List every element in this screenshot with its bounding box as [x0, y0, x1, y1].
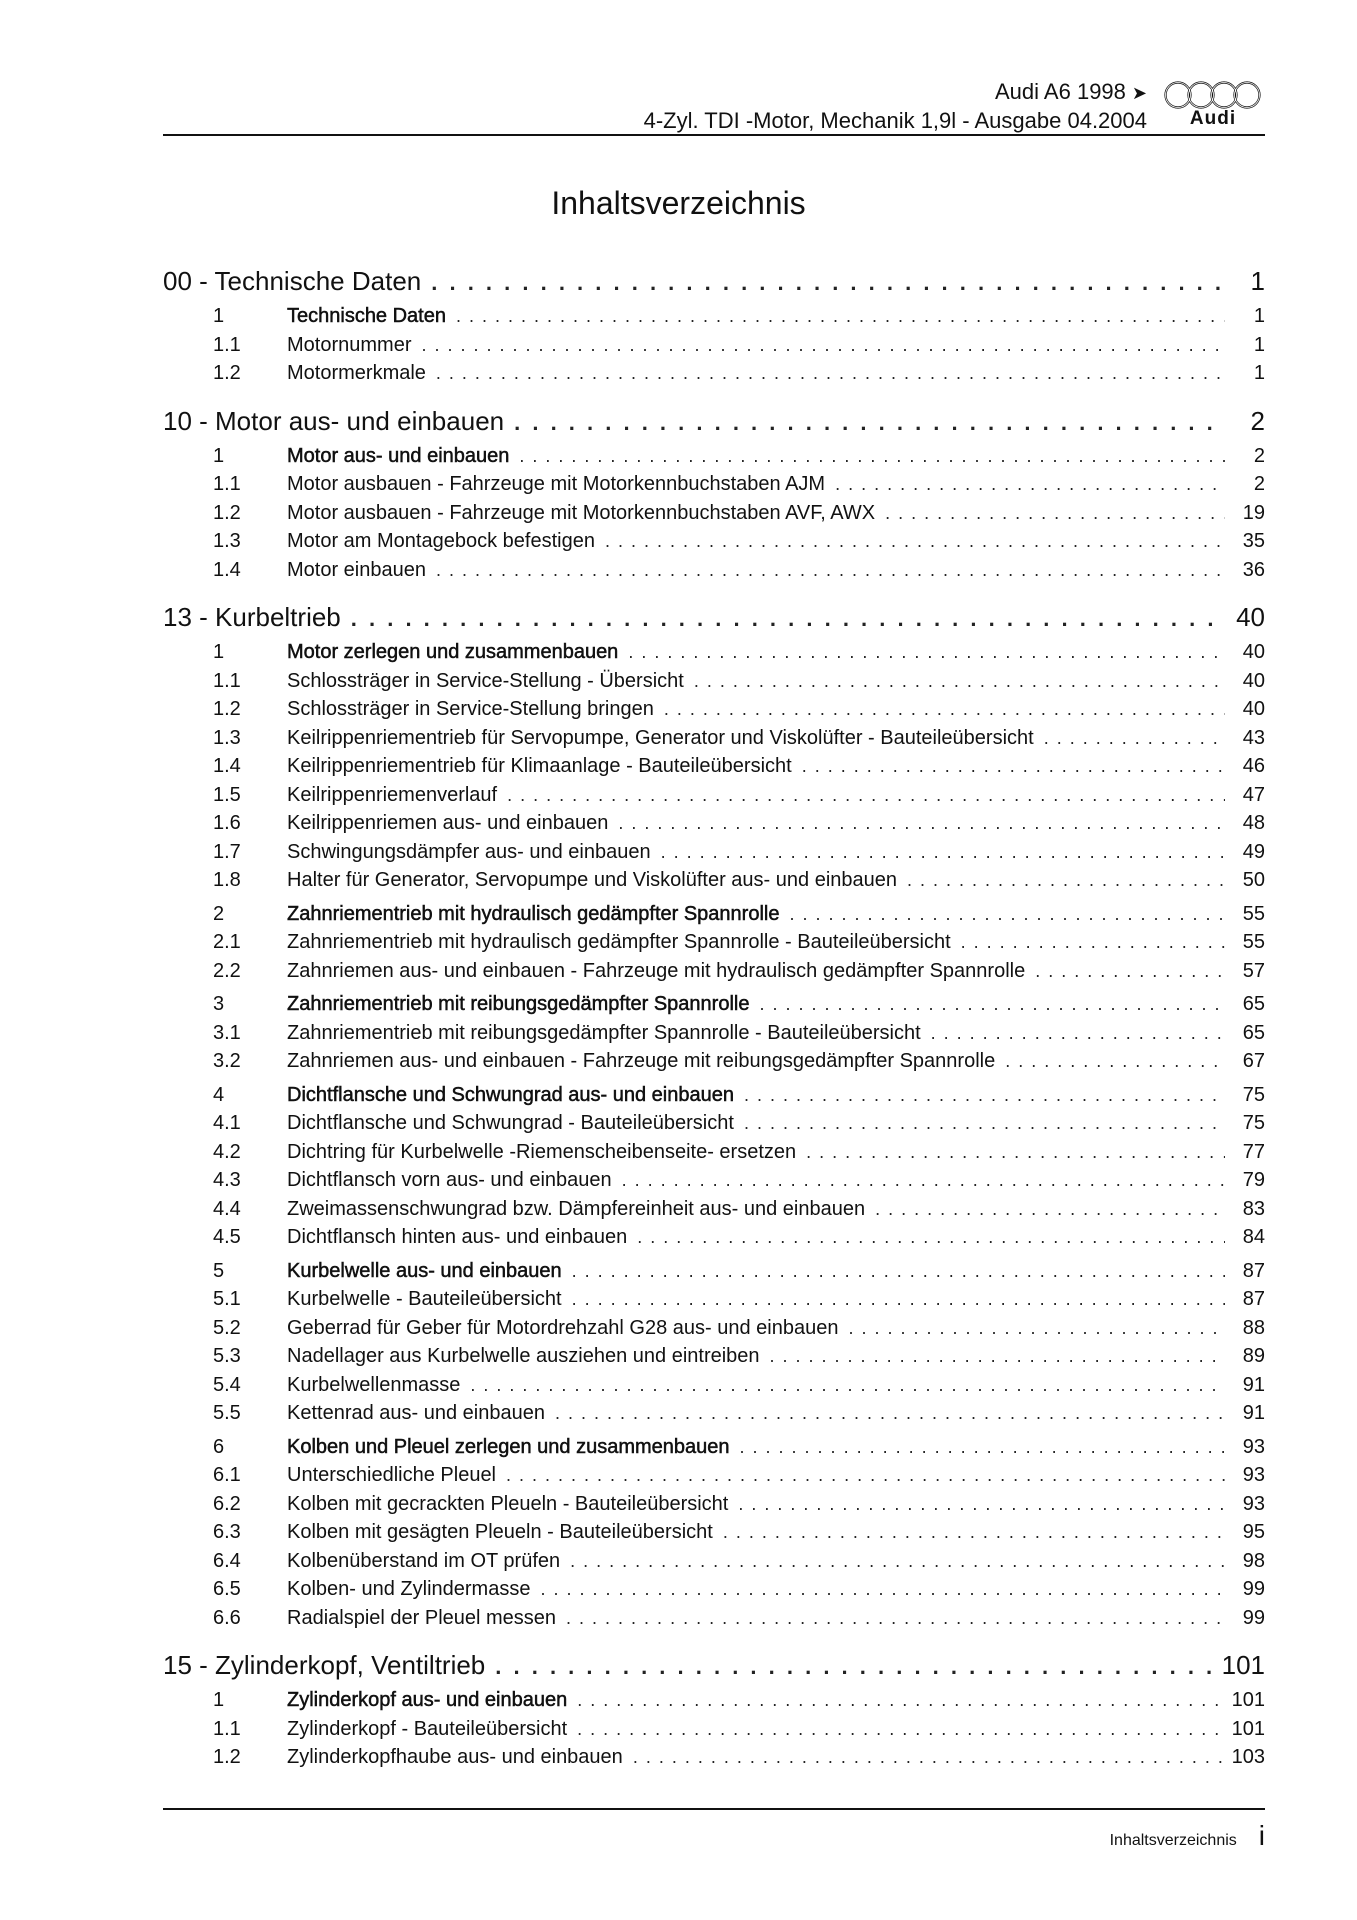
section-number: 1 [213, 1689, 225, 1711]
section-title: Dichtflansche und Schwungrad - Bauteileübersicht [287, 1112, 734, 1134]
toc-section-entry[interactable] [163, 1314, 1265, 1343]
section-number: 1.2 [213, 501, 241, 524]
section-number: 1.6 [213, 812, 241, 834]
section-title: Motornummer [287, 333, 412, 356]
section-title: Motor ausbauen - Fahrzeuge mit Motorkennbuchstaben AVF, AWX [287, 501, 876, 524]
toc-section-entry[interactable] [163, 1575, 1265, 1604]
section-number: 5.4 [213, 1373, 241, 1396]
toc-section-entry[interactable] [163, 667, 1265, 696]
section-number: 6.1 [213, 1464, 241, 1486]
table-of-contents [163, 262, 1265, 1786]
section-number: 1 [213, 305, 225, 327]
toc-section-entry[interactable] [163, 1490, 1265, 1519]
dot-leader [664, 695, 1225, 724]
section-title: Kettenrad aus- und einbauen [287, 1402, 545, 1424]
section-number: 1.8 [213, 869, 241, 891]
section-page-number: 98 [1242, 1549, 1265, 1572]
toc-section-entry[interactable] [163, 1433, 1265, 1462]
section-number: 4.4 [213, 1197, 241, 1220]
section-number: 5.3 [213, 1345, 241, 1367]
toc-section-entry[interactable] [163, 1461, 1265, 1490]
section-number: 1.5 [213, 783, 241, 806]
dot-leader [495, 1648, 1211, 1684]
section-page-number: 89 [1242, 1345, 1265, 1367]
dot-leader [875, 1195, 1225, 1224]
toc-chapter [163, 1646, 1265, 1772]
section-number: 2 [213, 902, 225, 925]
section-title: Schwingungsdämpfer aus- und einbauen [287, 840, 651, 863]
dot-leader [622, 1166, 1225, 1195]
section-title: Kolbenüberstand im OT prüfen [287, 1549, 561, 1572]
section-title: Motor am Montagebock befestigen [287, 530, 595, 552]
section-number: 5.2 [213, 1316, 241, 1339]
toc-section-entry[interactable] [163, 809, 1265, 838]
section-title: Kurbelwellenmasse [287, 1373, 461, 1396]
section-page-number: 79 [1242, 1169, 1265, 1191]
section-title: Zahnriementrieb mit hydraulisch gedämpfter Spannrolle - Bauteileübersicht [287, 931, 951, 953]
chapter-title: 00 - Technische Daten [163, 266, 422, 296]
dot-leader [555, 1399, 1225, 1428]
section-page-number: 65 [1242, 993, 1265, 1015]
section-page-number: 65 [1242, 1021, 1265, 1044]
section-page-number: 47 [1242, 783, 1265, 806]
audi-logo [1161, 80, 1265, 130]
footer-divider [163, 1808, 1265, 1810]
section-number: 5 [213, 1259, 225, 1282]
toc-section-entry[interactable] [163, 1109, 1265, 1138]
section-number: 2.1 [213, 931, 241, 953]
section-title: Motor ausbauen - Fahrzeuge mit Motorkennbuchstaben AJM [287, 473, 826, 495]
section-page-number: 40 [1242, 641, 1265, 663]
footer-label: Inhaltsverzeichnis [1109, 1832, 1237, 1849]
toc-section-entry[interactable] [163, 1195, 1265, 1224]
section-page-number: 50 [1242, 869, 1265, 891]
section-number: 1.3 [213, 530, 241, 552]
section-number: 3.2 [213, 1050, 241, 1072]
audi-brand-text: Audi [1189, 108, 1237, 129]
toc-section-entry[interactable] [163, 499, 1265, 528]
dot-leader [572, 1285, 1225, 1314]
toc-section-entry[interactable] [163, 866, 1265, 895]
section-title: Zylinderkopf - Bauteileübersicht [287, 1717, 568, 1740]
section-title: Kolben mit gesägten Pleueln - Bauteileübersicht [287, 1521, 713, 1543]
toc-section-entry[interactable] [163, 1257, 1265, 1286]
toc-chapter [163, 262, 1265, 388]
dot-leader [421, 331, 1225, 360]
section-title: Motormerkmale [287, 362, 426, 384]
section-page-number: 103 [1231, 1746, 1265, 1768]
section-number: 3.1 [213, 1021, 241, 1044]
section-title: Geberrad für Geber für Motordrehzahl G28 aus- und einbauen [287, 1316, 839, 1339]
page-footer [1110, 1820, 1265, 1852]
toc-section-entry[interactable] [163, 527, 1265, 556]
toc-section-entry[interactable] [163, 442, 1265, 471]
audi-rings-icon [1161, 80, 1265, 110]
dot-leader [661, 838, 1225, 867]
section-page-number: 93 [1242, 1464, 1265, 1486]
section-title: Keilrippenriemen aus- und einbauen [287, 812, 609, 834]
section-page-number: 99 [1242, 1578, 1265, 1600]
toc-section-entry[interactable] [163, 957, 1265, 986]
toc-section-entry[interactable] [163, 1715, 1265, 1744]
toc-section-entry[interactable] [163, 1223, 1265, 1252]
dot-leader [431, 264, 1225, 300]
section-number: 6.2 [213, 1492, 241, 1515]
chapter-title: 15 - Zylinderkopf, Ventiltrieb [163, 1650, 486, 1680]
section-page-number: 40 [1242, 669, 1265, 692]
toc-section-entry[interactable] [163, 990, 1265, 1019]
section-page-number: 1 [1253, 305, 1265, 327]
section-title: Unterschiedliche Pleuel [287, 1464, 497, 1486]
dot-leader [470, 1371, 1225, 1400]
section-number: 4.1 [213, 1112, 241, 1134]
section-title: Kolben und Pleuel zerlegen und zusammenbauen [287, 1435, 730, 1458]
section-page-number: 93 [1242, 1435, 1265, 1458]
dot-leader [744, 1081, 1225, 1110]
toc-section-entry[interactable] [163, 1138, 1265, 1167]
toc-section-entry[interactable] [163, 752, 1265, 781]
dot-leader [694, 667, 1225, 696]
dot-leader [577, 1686, 1221, 1715]
toc-chapter [163, 402, 1265, 585]
section-title: Dichtring für Kurbelwelle -Riemenscheibenseite- ersetzen [287, 1140, 797, 1163]
dot-leader [1005, 1047, 1225, 1076]
section-page-number: 2 [1253, 473, 1265, 495]
section-page-number: 84 [1242, 1226, 1265, 1248]
section-title: Schlossträger in Service-Stellung bringen [287, 698, 654, 720]
dot-leader [759, 990, 1225, 1019]
toc-chapter [163, 598, 1265, 1632]
dot-leader [744, 1109, 1225, 1138]
section-number: 6.6 [213, 1606, 241, 1629]
dot-leader [351, 600, 1225, 636]
header-model: Audi A6 1998 [995, 79, 1126, 104]
toc-section-entry[interactable] [163, 1371, 1265, 1400]
section-page-number: 36 [1242, 558, 1265, 581]
page-title: Inhaltsverzeichnis [551, 185, 806, 221]
toc-section-entry[interactable] [163, 359, 1265, 388]
section-title: Dichtflansch vorn aus- und einbauen [287, 1169, 612, 1191]
section-number: 1 [213, 444, 225, 467]
section-page-number: 88 [1242, 1316, 1265, 1339]
toc-chapter-entry[interactable] [163, 262, 1265, 300]
toc-chapter-entry[interactable] [163, 402, 1265, 440]
section-page-number: 75 [1242, 1083, 1265, 1106]
section-page-number: 93 [1242, 1492, 1265, 1515]
section-number: 1.7 [213, 840, 241, 863]
dot-leader [931, 1019, 1225, 1048]
toc-section-entry[interactable] [163, 331, 1265, 360]
page-header [163, 78, 1265, 136]
section-title: Zweimassenschwungrad bzw. Dämpfereinheit aus- und einbauen [287, 1197, 866, 1220]
chapter-page-number: 40 [1236, 602, 1265, 632]
section-title: Kolben mit gecrackten Pleueln - Bauteileübersicht [287, 1492, 729, 1515]
toc-chapter-entry[interactable] [163, 1646, 1265, 1684]
toc-section-entry[interactable] [163, 1019, 1265, 1048]
section-number: 1.1 [213, 1717, 241, 1740]
section-page-number: 1 [1253, 333, 1265, 356]
dot-leader [519, 442, 1225, 471]
section-page-number: 35 [1242, 530, 1265, 552]
section-page-number: 95 [1242, 1521, 1265, 1543]
section-title: Keilrippenriemenverlauf [287, 783, 498, 806]
section-page-number: 99 [1242, 1606, 1265, 1629]
section-page-number: 1 [1253, 362, 1265, 384]
toc-section-entry[interactable] [163, 1399, 1265, 1428]
section-number: 4 [213, 1083, 225, 1106]
section-page-number: 19 [1242, 501, 1265, 524]
chapter-page-number: 101 [1221, 1650, 1265, 1680]
dot-leader [540, 1575, 1225, 1604]
section-page-number: 87 [1242, 1288, 1265, 1310]
section-page-number: 49 [1242, 840, 1265, 863]
dot-leader [835, 470, 1225, 499]
dot-leader [570, 1547, 1225, 1576]
section-page-number: 43 [1242, 726, 1265, 749]
dot-leader [961, 928, 1225, 957]
toc-section-entry[interactable] [163, 1518, 1265, 1547]
dot-leader [1035, 957, 1225, 986]
toc-section-entry[interactable] [163, 838, 1265, 867]
dot-leader [577, 1715, 1221, 1744]
dot-leader [628, 638, 1225, 667]
toc-section-entry[interactable] [163, 1285, 1265, 1314]
section-number: 6.3 [213, 1521, 241, 1543]
dot-leader [1044, 724, 1225, 753]
section-number: 2.2 [213, 959, 241, 982]
section-number: 4.3 [213, 1169, 241, 1191]
toc-section-entry[interactable] [163, 1547, 1265, 1576]
section-title: Dichtflansche und Schwungrad aus- und einbauen [287, 1083, 734, 1106]
section-number: 6 [213, 1435, 225, 1458]
section-page-number: 48 [1242, 812, 1265, 834]
section-number: 6.4 [213, 1549, 241, 1572]
chapter-page-number: 2 [1250, 405, 1265, 436]
section-title: Zahnriemen aus- und einbauen - Fahrzeuge mit hydraulisch gedämpfter Spannrolle [287, 959, 1026, 982]
chapter-page-number: 1 [1250, 266, 1265, 296]
section-number: 4.5 [213, 1226, 241, 1248]
section-page-number: 55 [1242, 902, 1265, 925]
section-number: 1.2 [213, 698, 241, 720]
section-page-number: 101 [1231, 1689, 1265, 1711]
section-title: Zahnriemen aus- und einbauen - Fahrzeuge mit reibungsgedämpfter Spannrolle [287, 1050, 996, 1072]
section-number: 5.1 [213, 1288, 241, 1310]
toc-section-entry[interactable] [163, 556, 1265, 585]
section-title: Motor zerlegen und zusammenbauen [287, 641, 619, 663]
dot-leader [770, 1342, 1225, 1371]
section-title: Halter für Generator, Servopumpe und Viskolüfter aus- und einbauen [287, 869, 897, 891]
section-number: 1 [213, 641, 225, 663]
section-title: Zylinderkopfhaube aus- und einbauen [287, 1746, 623, 1768]
section-title: Zylinderkopf aus- und einbauen [287, 1689, 568, 1711]
toc-section-entry[interactable] [163, 1342, 1265, 1371]
section-title: Zahnriementrieb mit reibungsgedämpfter Spannrolle - Bauteileübersicht [287, 1021, 921, 1044]
section-number: 5.5 [213, 1402, 241, 1424]
dot-leader [740, 1433, 1225, 1462]
section-number: 1.4 [213, 755, 241, 777]
toc-section-entry[interactable] [163, 1047, 1265, 1076]
section-page-number: 55 [1242, 931, 1265, 953]
section-number: 4.2 [213, 1140, 241, 1163]
dot-leader [507, 781, 1225, 810]
dot-leader [806, 1138, 1225, 1167]
dot-leader [637, 1223, 1225, 1252]
toc-chapter-entry[interactable] [163, 598, 1265, 636]
section-page-number: 67 [1242, 1050, 1265, 1072]
section-title: Zahnriementrieb mit reibungsgedämpfter Spannrolle [287, 993, 750, 1015]
dot-leader [572, 1257, 1225, 1286]
section-page-number: 83 [1242, 1197, 1265, 1220]
section-number: 1.2 [213, 362, 241, 384]
section-title: Schlossträger in Service-Stellung - Übersicht [287, 669, 684, 692]
section-number: 1.1 [213, 669, 241, 692]
dot-leader [723, 1518, 1225, 1547]
section-title: Motor einbauen [287, 558, 426, 581]
section-title: Dichtflansch hinten aus- und einbauen [287, 1226, 628, 1248]
chapter-title: 13 - Kurbeltrieb [163, 602, 341, 632]
dot-leader [456, 302, 1225, 331]
toc-section-entry[interactable] [163, 1743, 1265, 1772]
dot-leader [566, 1604, 1225, 1633]
dot-leader [907, 866, 1225, 895]
section-title: Keilrippenriementrieb für Klimaanlage - Bauteileübersicht [287, 755, 792, 777]
dot-leader [436, 359, 1225, 388]
header-model-line [644, 78, 1147, 107]
toc-section-entry[interactable] [163, 302, 1265, 331]
header-subtitle: 4-Zyl. TDI -Motor, Mechanik 1,9l - Ausgabe 04.2004 [643, 108, 1147, 133]
section-page-number: 75 [1242, 1112, 1265, 1134]
section-number: 1.1 [213, 473, 241, 495]
section-page-number: 91 [1242, 1402, 1265, 1424]
section-page-number: 87 [1242, 1259, 1265, 1282]
section-page-number: 91 [1242, 1373, 1265, 1396]
dot-leader [633, 1743, 1222, 1772]
section-number: 6.5 [213, 1578, 241, 1600]
toc-section-entry[interactable] [163, 1166, 1265, 1195]
dot-leader [514, 404, 1225, 440]
section-title: Kolben- und Zylindermasse [287, 1578, 531, 1600]
section-title: Kurbelwelle - Bauteileübersicht [287, 1288, 562, 1310]
header-text [644, 78, 1147, 135]
dot-leader [802, 752, 1225, 781]
section-number: 1.2 [213, 1746, 241, 1768]
chapter-title: 10 - Motor aus- und einbauen [163, 405, 505, 436]
section-page-number: 57 [1242, 959, 1265, 982]
toc-section-entry[interactable] [163, 695, 1265, 724]
section-title: Radialspiel der Pleuel messen [287, 1606, 557, 1629]
section-page-number: 46 [1242, 755, 1265, 777]
dot-leader [618, 809, 1225, 838]
toc-section-entry[interactable] [163, 781, 1265, 810]
section-number: 1.3 [213, 726, 241, 749]
section-page-number: 2 [1253, 444, 1265, 467]
section-number: 3 [213, 993, 225, 1015]
section-page-number: 40 [1242, 698, 1265, 720]
dot-leader [738, 1490, 1225, 1519]
dot-leader [506, 1461, 1225, 1490]
section-title: Motor aus- und einbauen [287, 444, 510, 467]
dot-leader [885, 499, 1225, 528]
toc-section-entry[interactable] [163, 1081, 1265, 1110]
toc-section-entry[interactable] [163, 1604, 1265, 1633]
footer-page-number: i [1258, 1820, 1265, 1851]
section-page-number: 101 [1231, 1717, 1265, 1740]
toc-section-entry[interactable] [163, 1686, 1265, 1715]
arrow-right-icon: ➤ [1131, 83, 1147, 103]
toc-section-entry[interactable] [163, 470, 1265, 499]
section-title: Keilrippenriementrieb für Servopumpe, Generator und Viskolüfter - Bauteileübersicht [287, 726, 1034, 749]
toc-section-entry[interactable] [163, 900, 1265, 929]
dot-leader [436, 556, 1225, 585]
toc-section-entry[interactable] [163, 638, 1265, 667]
section-title: Technische Daten [287, 305, 446, 327]
toc-section-entry[interactable] [163, 724, 1265, 753]
dot-leader [848, 1314, 1225, 1343]
section-page-number: 77 [1242, 1140, 1265, 1163]
section-title: Kurbelwelle aus- und einbauen [287, 1259, 562, 1282]
section-title: Zahnriementrieb mit hydraulisch gedämpfter Spannrolle [287, 902, 780, 925]
section-number: 1.1 [213, 333, 241, 356]
section-title: Nadellager aus Kurbelwelle ausziehen und eintreiben [287, 1345, 760, 1367]
toc-section-entry[interactable] [163, 928, 1265, 957]
section-number: 1.4 [213, 558, 241, 581]
dot-leader [605, 527, 1225, 556]
dot-leader [789, 900, 1225, 929]
